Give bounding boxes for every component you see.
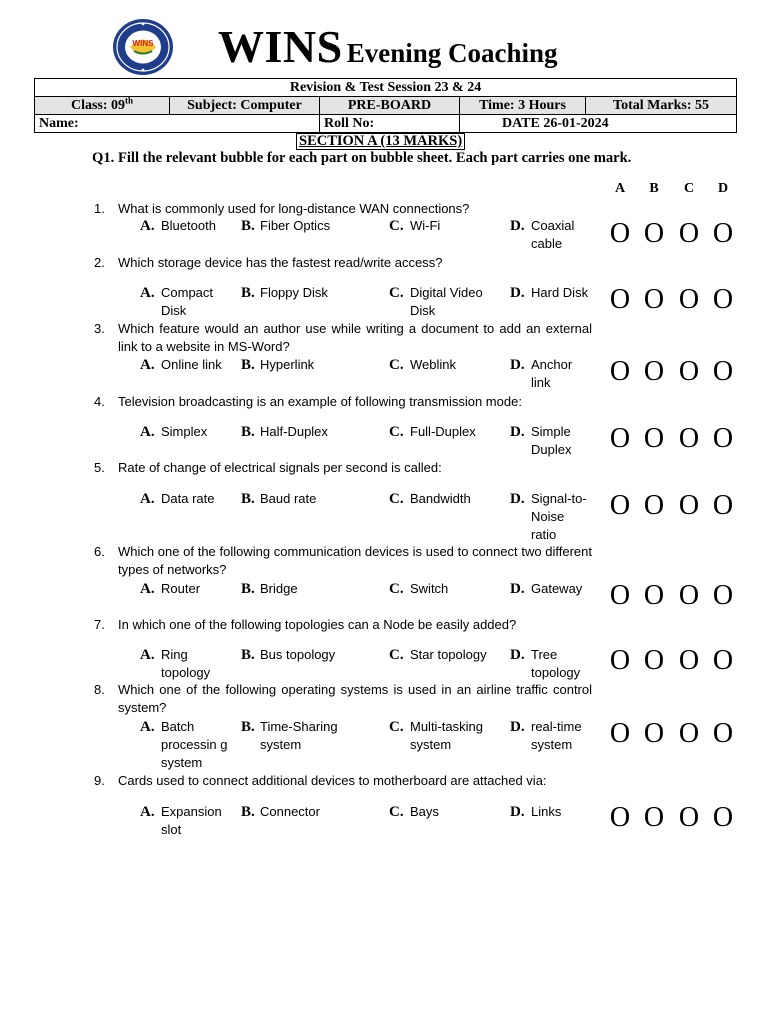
option-letter: A.	[140, 285, 155, 301]
answer-option	[510, 646, 592, 682]
question-number: 1.	[94, 201, 105, 216]
answer-option	[510, 580, 592, 598]
option-text: Bus topology	[260, 647, 336, 662]
answer-bubble-b[interactable]: O	[643, 284, 665, 315]
answer-bubble-a[interactable]: O	[609, 718, 631, 749]
column-header-b: B	[649, 181, 659, 196]
column-header-a: A	[614, 181, 626, 196]
answer-option	[140, 580, 234, 598]
question-text: Rate of change of electrical signals per second is called:	[118, 460, 442, 475]
answer-bubble-a[interactable]: O	[609, 802, 631, 833]
option-letter: D.	[510, 719, 525, 735]
answer-bubble-b[interactable]: O	[643, 802, 665, 833]
option-text: Hard Disk	[531, 285, 589, 300]
option-letter: B.	[241, 424, 255, 440]
option-letter: A.	[140, 357, 155, 373]
answer-option	[241, 217, 381, 235]
option-text: Data rate	[161, 491, 215, 506]
answer-option	[140, 284, 234, 320]
option-letter: C.	[389, 218, 404, 234]
answer-bubble-c[interactable]: O	[678, 356, 700, 387]
exam-type-cell: PRE-BOARD	[320, 97, 460, 115]
option-text: Hyperlink	[260, 357, 315, 372]
answer-option	[389, 803, 501, 821]
option-text: Fiber Optics	[260, 218, 331, 233]
option-letter: A.	[140, 647, 155, 663]
answer-option	[140, 803, 234, 839]
option-letter: D.	[510, 285, 525, 301]
option-text: Full-Duplex	[410, 424, 476, 439]
answer-option	[389, 217, 501, 235]
option-text: Compact Disk	[161, 285, 214, 318]
option-text: Batch processin g system	[161, 719, 228, 770]
answer-option	[241, 718, 381, 754]
option-letter: B.	[241, 218, 255, 234]
option-letter: B.	[241, 804, 255, 820]
answer-option	[140, 490, 234, 508]
answer-option	[389, 646, 501, 664]
answer-bubble-a[interactable]: O	[609, 490, 631, 521]
answer-bubble-c[interactable]: O	[678, 423, 700, 454]
answer-option	[389, 718, 501, 754]
option-text: Connector	[260, 804, 320, 819]
answer-option	[241, 423, 381, 441]
column-header-c: C	[683, 181, 695, 196]
answer-bubble-c[interactable]: O	[678, 490, 700, 521]
answer-bubble-d[interactable]: O	[712, 490, 734, 521]
option-text: Ring topology	[161, 647, 211, 680]
answer-bubble-c[interactable]: O	[678, 802, 700, 833]
answer-bubble-a[interactable]: O	[609, 645, 631, 676]
name-cell: Name:	[35, 115, 320, 133]
option-letter: D.	[510, 581, 525, 597]
column-header-d: D	[717, 181, 729, 196]
question-text: In which one of the following topologies can a Node be easily added?	[118, 617, 517, 632]
option-text: Wi-Fi	[410, 218, 441, 233]
option-letter: D.	[510, 357, 525, 373]
answer-bubble-d[interactable]: O	[712, 802, 734, 833]
answer-bubble-c[interactable]: O	[678, 218, 700, 249]
option-letter: A.	[140, 218, 155, 234]
question-text: Which one of the following communication devices is used to connect two different types of networks?	[118, 544, 592, 577]
answer-bubble-a[interactable]: O	[609, 356, 631, 387]
answer-option	[140, 646, 234, 682]
answer-bubble-d[interactable]: O	[712, 356, 734, 387]
answer-bubble-d[interactable]: O	[712, 645, 734, 676]
question-number: 8.	[94, 682, 105, 697]
answer-bubble-c[interactable]: O	[678, 580, 700, 611]
option-text: Coaxial cable	[531, 218, 575, 251]
answer-bubble-c[interactable]: O	[678, 645, 700, 676]
option-text: Bays	[410, 804, 439, 819]
answer-bubble-b[interactable]: O	[643, 718, 665, 749]
option-text: Router	[161, 581, 201, 596]
answer-option	[510, 217, 592, 253]
answer-option	[389, 490, 501, 508]
answer-bubble-d[interactable]: O	[712, 580, 734, 611]
brand-wins: WINS	[218, 21, 343, 72]
answer-option	[140, 356, 234, 374]
answer-bubble-a[interactable]: O	[609, 580, 631, 611]
option-text: Gateway	[531, 581, 583, 596]
logo-text: WINS	[132, 39, 154, 48]
option-text: Time-Sharing system	[260, 719, 338, 752]
question-text: Which storage device has the fastest read/write access?	[118, 255, 443, 270]
answer-bubble-d[interactable]: O	[712, 284, 734, 315]
option-text: Expansion slot	[161, 804, 222, 837]
answer-option	[389, 580, 501, 598]
option-letter: A.	[140, 581, 155, 597]
option-letter: D.	[510, 647, 525, 663]
answer-bubble-a[interactable]: O	[609, 218, 631, 249]
total-marks-cell: Total Marks: 55	[586, 97, 737, 115]
answer-option	[241, 646, 381, 664]
question-number: 9.	[94, 773, 105, 788]
option-letter: B.	[241, 357, 255, 373]
option-text: Simple Duplex	[531, 424, 572, 457]
option-text: Floppy Disk	[260, 285, 328, 300]
option-text: Star topology	[410, 647, 487, 662]
option-letter: A.	[140, 491, 155, 507]
option-letter: D.	[510, 218, 525, 234]
question-number: 3.	[94, 321, 105, 336]
class-cell	[35, 94, 170, 115]
roll-no-cell: Roll No:	[320, 115, 460, 133]
answer-bubble-d[interactable]: O	[712, 218, 734, 249]
option-letter: C.	[389, 357, 404, 373]
answer-option	[510, 490, 592, 544]
question-number: 5.	[94, 460, 105, 475]
question-text: What is commonly used for long-distance WAN connections?	[118, 201, 470, 216]
option-letter: C.	[389, 491, 404, 507]
answer-bubble-d[interactable]: O	[712, 423, 734, 454]
answer-bubble-b[interactable]: O	[643, 645, 665, 676]
answer-option	[241, 356, 381, 374]
option-text: Tree topology	[531, 647, 581, 680]
option-letter: D.	[510, 424, 525, 440]
option-text: Bridge	[260, 581, 298, 596]
option-letter: D.	[510, 804, 525, 820]
option-letter: B.	[241, 581, 255, 597]
option-letter: A.	[140, 719, 155, 735]
option-text: Switch	[410, 581, 449, 596]
option-text: Half-Duplex	[260, 424, 328, 439]
answer-bubble-c[interactable]: O	[678, 284, 700, 315]
option-letter: C.	[389, 719, 404, 735]
answer-option	[510, 284, 592, 302]
answer-bubble-c[interactable]: O	[678, 718, 700, 749]
answer-option	[510, 356, 592, 392]
answer-bubble-a[interactable]: O	[609, 423, 631, 454]
answer-bubble-d[interactable]: O	[712, 718, 734, 749]
option-text: Simplex	[161, 424, 208, 439]
question-text: Which one of the following operating systems is used in an airline traffic control system?	[118, 682, 592, 715]
option-letter: C.	[389, 804, 404, 820]
answer-bubble-b[interactable]: O	[643, 490, 665, 521]
answer-option	[510, 803, 592, 821]
brand-title	[218, 20, 558, 73]
answer-option	[389, 423, 501, 441]
subject-cell: Subject: Computer	[170, 97, 320, 115]
time-cell: Time: 3 Hours	[460, 97, 586, 115]
answer-bubble-b[interactable]: O	[643, 580, 665, 611]
page-header	[0, 0, 768, 78]
option-letter: C.	[389, 424, 404, 440]
option-letter: C.	[389, 285, 404, 301]
option-text: Anchor link	[531, 357, 573, 390]
answer-option	[241, 490, 381, 508]
exam-info-table	[34, 78, 737, 133]
answer-bubble-b[interactable]: O	[643, 218, 665, 249]
question-number: 2.	[94, 255, 105, 270]
date-cell: DATE 26-01-2024	[460, 115, 737, 133]
answer-bubble-b[interactable]: O	[643, 356, 665, 387]
option-letter: A.	[140, 424, 155, 440]
class-superscript: th	[125, 94, 134, 105]
option-text: Online link	[161, 357, 222, 372]
option-text: Bluetooth	[161, 218, 216, 233]
answer-option	[510, 718, 592, 754]
option-letter: B.	[241, 491, 255, 507]
answer-option	[389, 284, 501, 320]
answer-option	[510, 423, 592, 459]
answer-option	[140, 217, 234, 235]
answer-option	[140, 718, 234, 772]
question-number: 4.	[94, 394, 105, 409]
answer-option	[389, 356, 501, 374]
answer-option	[241, 803, 381, 821]
brand-subtitle: Evening Coaching	[346, 38, 558, 68]
option-text: Links	[531, 804, 562, 819]
answer-option	[241, 580, 381, 598]
option-letter: C.	[389, 581, 404, 597]
question-text: Cards used to connect additional devices to motherboard are attached via:	[118, 773, 547, 788]
option-text: Weblink	[410, 357, 457, 372]
option-letter: B.	[241, 647, 255, 663]
wins-logo	[112, 18, 174, 76]
option-text: real-time system	[531, 719, 582, 752]
question-number: 7.	[94, 617, 105, 632]
option-text: Multi-tasking system	[410, 719, 483, 752]
question-number: 6.	[94, 544, 105, 559]
option-letter: D.	[510, 491, 525, 507]
answer-bubble-a[interactable]: O	[609, 284, 631, 315]
option-letter: C.	[389, 647, 404, 663]
answer-option	[140, 423, 234, 441]
question-text: Which feature would an author use while writing a document to add an external link to a website in MS-Word?	[118, 321, 592, 354]
instruction-text: Q1. Fill the relevant bubble for each part on bubble sheet. Each part carries one mark.	[92, 150, 632, 166]
option-text: Bandwidth	[410, 491, 471, 506]
option-letter: A.	[140, 804, 155, 820]
option-letter: B.	[241, 285, 255, 301]
question-text: Television broadcasting is an example of following transmission mode:	[118, 394, 522, 409]
answer-bubble-b[interactable]: O	[643, 423, 665, 454]
answer-option	[241, 284, 381, 302]
class-label: Class: 09	[70, 97, 126, 113]
session-title: Revision & Test Session 23 & 24	[35, 79, 737, 97]
option-text: Baud rate	[260, 491, 317, 506]
option-text: Digital Video Disk	[410, 285, 483, 318]
option-text: Signal-to-Noise ratio	[531, 491, 587, 542]
option-letter: B.	[241, 719, 255, 735]
section-title: SECTION A (13 MARKS)	[296, 133, 465, 150]
